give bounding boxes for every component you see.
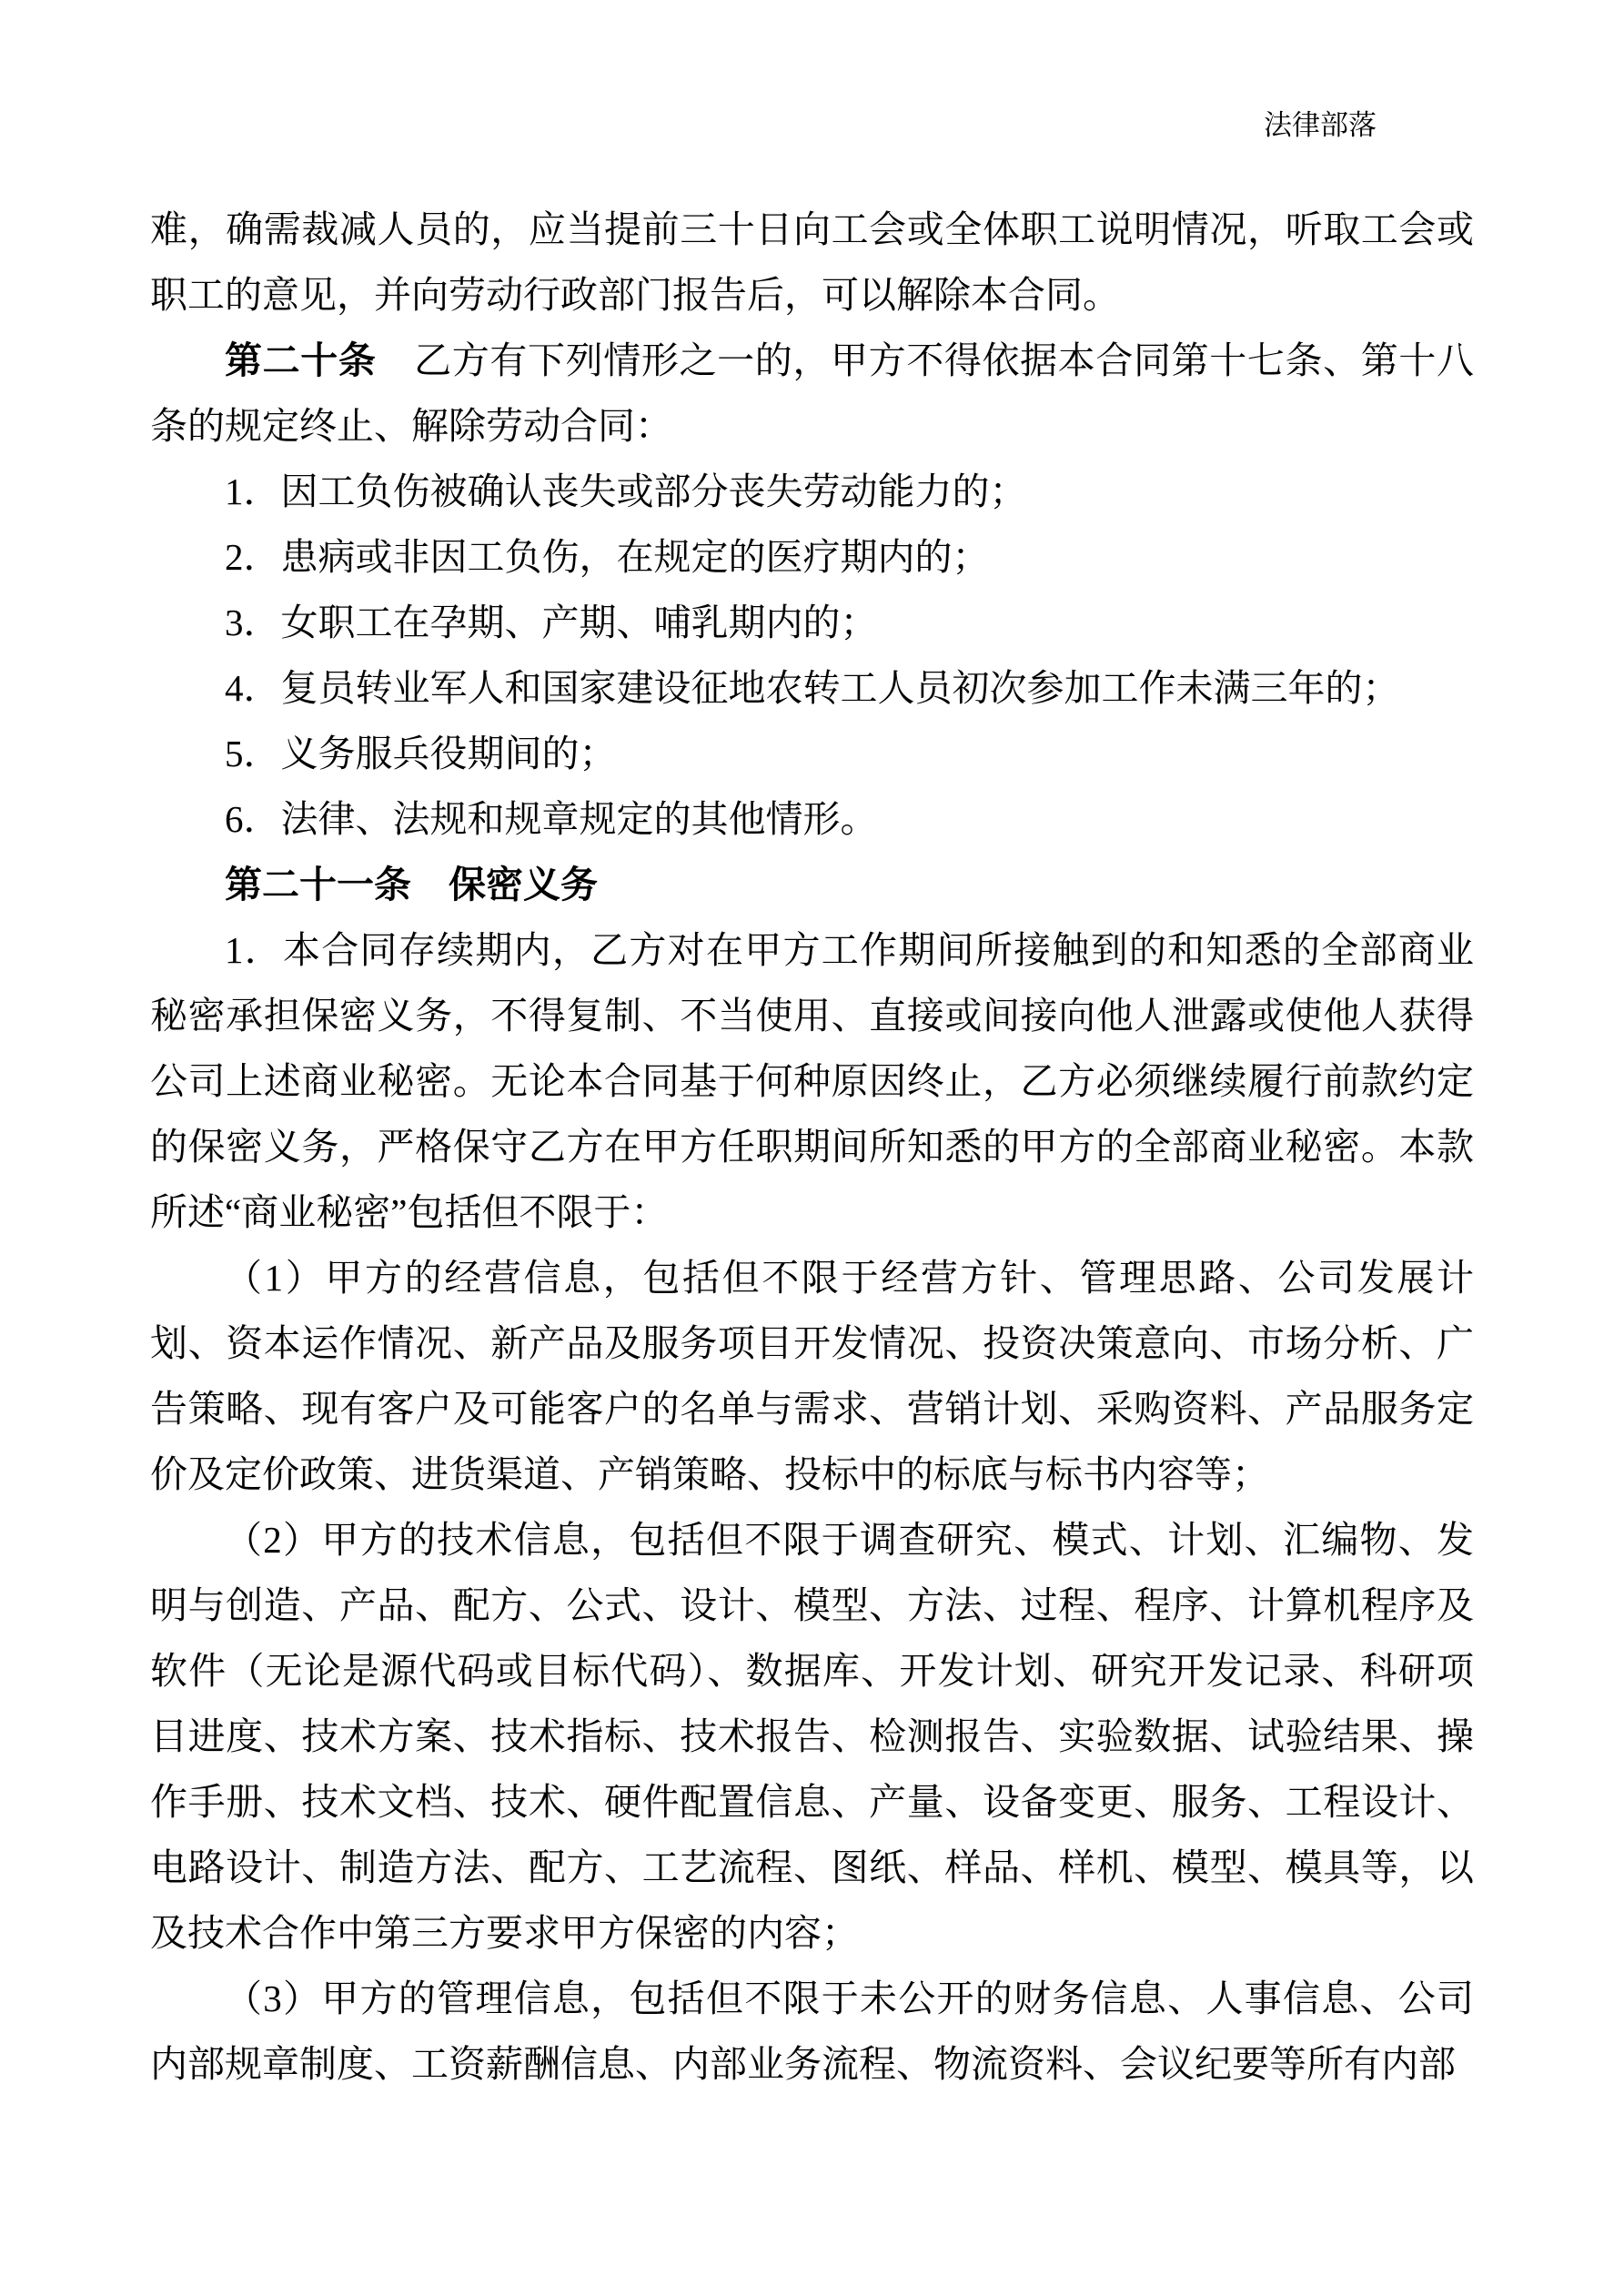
text-run: 5．义务服兵役期间的；	[225, 733, 617, 774]
clause-paragraph	[150, 328, 1474, 459]
paragraph-continuation	[150, 197, 1474, 328]
clause-paragraph	[150, 917, 1474, 1245]
document-body	[150, 197, 1474, 2097]
list-item	[150, 590, 1474, 655]
list-item	[150, 524, 1474, 590]
text-run: （3）甲方的管理信息，包括但不限于未公开的财务信息、人事信息、公司内部规章制度、工资薪酬信息、内部业务流程、物流资料、会议纪要等所有内部	[150, 1977, 1474, 2085]
text-run: 乙方有下列情形之一的，甲方不得依据本合同第十七条、第十八条的规定终止、解除劳动合同：	[150, 339, 1474, 447]
text-run: 1．本合同存续期内，乙方对在甲方工作期间所接触到的和知悉的全部商业秘密承担保密义务，不得复制、不当使用、直接或间接向他人泄露或使他人获得公司上述商业秘密。无论本合同基于何种原因终止，乙方必须继续履行前款约定的保密义务，严格保守乙方在甲方任职期间所知悉的甲方的全部商业秘密。本款所述“商业秘密”包括但不限于：	[150, 929, 1474, 1233]
text-run: 2．患病或非因工负伤，在规定的医疗期内的；	[225, 536, 990, 578]
clause-paragraph	[150, 1966, 1474, 2097]
list-item	[150, 655, 1474, 721]
list-item	[150, 459, 1474, 524]
clause-paragraph	[150, 1245, 1474, 1507]
text-run: （2）甲方的技术信息，包括但不限于调查研究、模式、计划、汇编物、发明与创造、产品、配方、公式、设计、模型、方法、过程、程序、计算机程序及软件（无论是源代码或目标代码）、数据库、开发计划、研究开发记录、科研项目进度、技术方案、技术指标、技术报告、检测报告、实验数据、试验结果、操作手册、技术文档、技术、硬件配置信息、产量、设备变更、服务、工程设计、电路设计、制造方法、配方、工艺流程、图纸、样品、样机、模型、模具等，以及技术合作中第三方要求甲方保密的内容；	[150, 1519, 1474, 1954]
list-item	[150, 721, 1474, 786]
text-run: 3．女职工在孕期、产期、哺乳期内的；	[225, 602, 878, 643]
text-run: 1．因工负伤被确认丧失或部分丧失劳动能力的；	[225, 470, 1027, 512]
text-run: 难，确需裁减人员的，应当提前三十日向工会或全体职工说明情况，听取工会或职工的意见，并向劳动行政部门报告后，可以解除本合同。	[150, 208, 1474, 316]
text-run: 4．复员转业军人和国家建设征地农转工人员初次参加工作未满三年的；	[225, 667, 1400, 709]
bold-text-run: 第二十一条 保密义务	[225, 864, 598, 905]
list-item	[150, 786, 1474, 852]
header-watermark: 法律部落	[1264, 109, 1377, 141]
bold-text-run: 第二十条	[225, 339, 377, 381]
clause-heading	[150, 852, 1474, 917]
text-run: 6．法律、法规和规章规定的其他情形。	[225, 798, 878, 840]
clause-paragraph	[150, 1507, 1474, 1966]
text-run: （1）甲方的经营信息，包括但不限于经营方针、管理思路、公司发展计划、资本运作情况、新产品及服务项目开发情况、投资决策意向、市场分析、广告策略、现有客户及可能客户的名单与需求、营销计划、采购资料、产品服务定价及定价政策、进货渠道、产销策略、投标中的标底与标书内容等；	[150, 1257, 1474, 1495]
